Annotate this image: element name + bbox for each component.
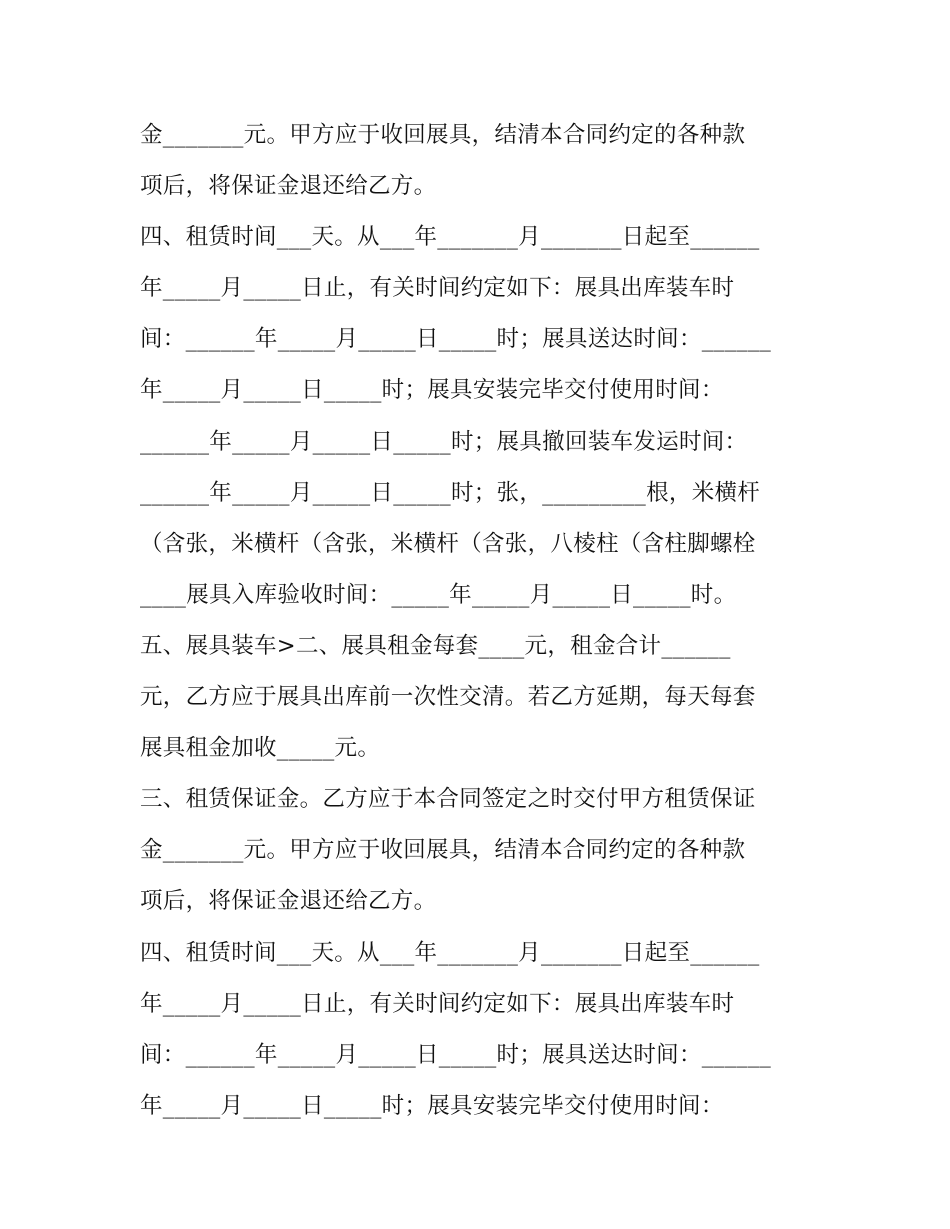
text-line: ____展具入库验收时间：_____年_____月_____日_____时。: [140, 581, 737, 608]
text-line: ______年_____月_____日_____时；展具撤回装车发运时间：: [140, 428, 748, 455]
text-line: 元，乙方应于展具出库前一次性交清。若乙方延期，每天每套: [140, 684, 756, 711]
text-line: 展具租金加收_____元。: [140, 735, 381, 762]
text-line: 年_____月_____日止，有关时间约定如下：展具出库装车时: [140, 275, 735, 302]
text-line: ______年_____月_____日_____时；张，_________根，米横杆: [140, 479, 761, 506]
text-line: 间：______年_____月_____日_____时；展具送达时间：______: [140, 326, 772, 353]
text-line: （含张，米横杆（含张，米横杆（含张，八棱柱（含柱脚螺栓: [140, 530, 756, 557]
text-line: 年_____月_____日_____时；展具安装完毕交付使用时间：: [140, 377, 724, 404]
text-line: 四、租赁时间___天。从___年_______月_______日起至______: [140, 939, 760, 966]
text-line: 项后，将保证金退还给乙方。: [140, 173, 437, 200]
text-line: 年_____月_____日_____时；展具安装完毕交付使用时间：: [140, 1092, 724, 1119]
text-line: 项后，将保证金退还给乙方。: [140, 888, 437, 915]
text-line: 四、租赁时间___天。从___年_______月_______日起至______: [140, 224, 760, 251]
contract-text: [140, 110, 820, 1132]
text-line: 五、展具装车>二、展具租金每套____元，租金合计______: [140, 632, 731, 659]
text-line: 年_____月_____日止，有关时间约定如下：展具出库装车时: [140, 990, 735, 1017]
text-line: 金_______元。甲方应于收回展具，结清本合同约定的各种款: [140, 122, 746, 148]
text-line: 间：______年_____月_____日_____时；展具送达时间：______: [140, 1041, 772, 1068]
text-line: 三、租赁保证金。乙方应于本合同签定之时交付甲方租赁保证: [140, 786, 756, 813]
text-line: 金_______元。甲方应于收回展具，结清本合同约定的各种款: [140, 837, 746, 864]
